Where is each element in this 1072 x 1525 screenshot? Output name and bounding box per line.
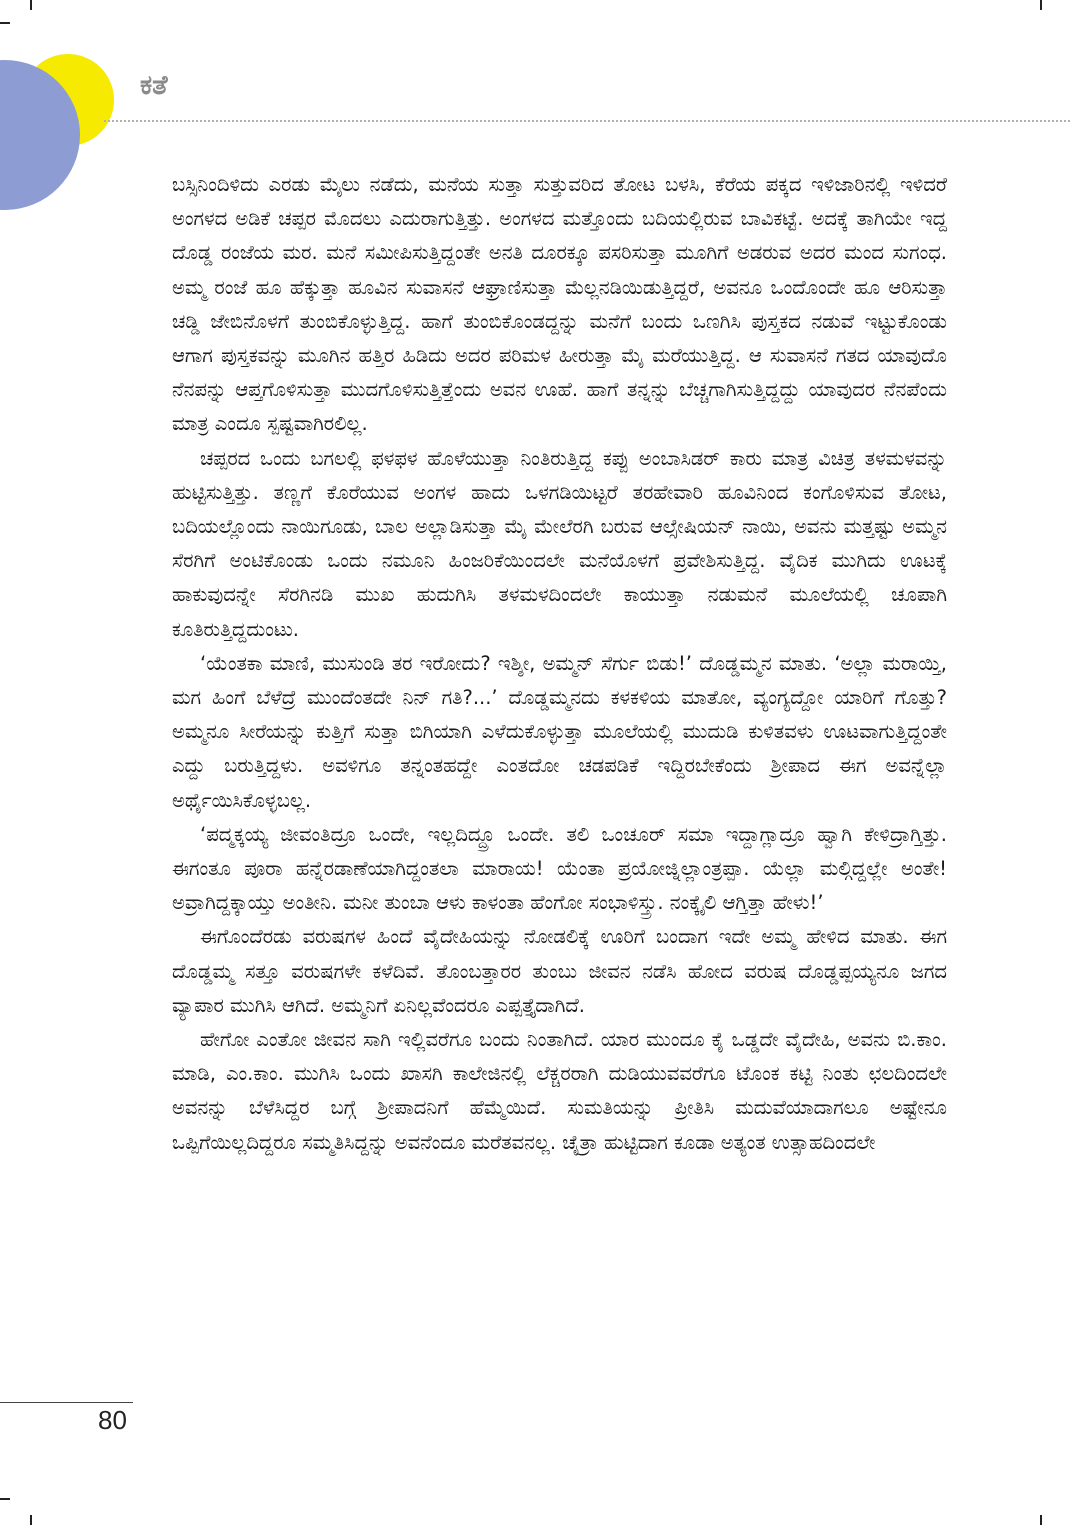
paragraph: ಈಗೊಂದೆರಡು ವರುಷಗಳ ಹಿಂದೆ ವೈದೇಹಿಯನ್ನು ನೋಡಲಿಕ್ಕೆ ಊರಿಗೆ ಬಂದಾಗ ಇದೇ ಅಮ್ಮ ಹೇಳಿದ ಮಾತು. ಈಗ ದೊಡ್ಡಮ್ಮ ಸತ್ತೂ ವರುಷಗಳೇ ಕಳೆದಿವೆ. ತೊಂಬತ್ತಾರರ ತುಂಬು ಜೀವನ ನಡೆಸಿ ಹೋದ ವರುಷ ದೊಡ್ಡಪ್ಪಯ್ಯನೂ ಜಗದ ವ್ಯಾಪಾರ ಮುಗಿಸಿ ಆಗಿದೆ. ಅಮ್ಮನಿಗೆ ಏನಿಲ್ಲವೆಂದರೂ ಎಪ್ಪತ್ತೈದಾಗಿದೆ. <box>172 925 947 1017</box>
crop-mark-top-tick-right <box>1040 0 1042 10</box>
paragraph: ಹೇಗೋ ಎಂತೋ ಜೀವನ ಸಾಗಿ ಇಲ್ಲಿವರೆಗೂ ಬಂದು ನಿಂತಾಗಿದೆ. ಯಾರ ಮುಂದೂ ಕೈ ಒಡ್ಡದೇ ವೈದೇಹಿ, ಅವನು ಬಿ.ಕಾಂ. ಮಾಡಿ, ಎಂ.ಕಾಂ. ಮುಗಿಸಿ ಒಂದು ಖಾಸಗಿ ಕಾಲೇಜಿನಲ್ಲಿ ಲೆಕ್ಚರರಾಗಿ ದುಡಿಯುವವರೆಗೂ ಟೊಂಕ ಕಟ್ಟಿ ನಿಂತು ಛಲದಿಂದಲೇ ಅವನನ್ನು ಬೆಳೆಸಿದ್ದರ ಬಗ್ಗೆ ಶ್ರೀಪಾದನಿಗೆ ಹೆಮ್ಮೆಯಿದೆ. ಸುಮತಿಯನ್ನು ಪ್ರೀತಿಸಿ ಮದುವೆಯಾದಾಗಲೂ ಅಷ್ಟೇನೂ ಒಪ್ಪಿಗೆಯಿಲ್ಲದಿದ್ದರೂ ಸಮ್ಮತಿಸಿದ್ದನ್ನು ಅವನೆಂದೂ ಮರೆತವನಲ್ಲ. ಚೈತ್ರಾ ಹುಟ್ಟಿದಾಗ ಕೂಡಾ ಅತ್ಯಂತ ಉತ್ಸಾಹದಿಂದಲೇ <box>172 1028 947 1154</box>
crop-mark-bottom-tick-left <box>30 1515 32 1525</box>
footer-rule <box>0 1402 133 1403</box>
crop-mark-bottom-left <box>0 1498 10 1500</box>
paragraph: ‘ಯೆಂತಕಾ ಮಾಣಿ, ಮುಸುಂಡಿ ತರ ಇರೋದು? ಇಶ್ಶೀ, ಅಮ್ಮನ್ ಸೆರ್ಗು ಬಿಡು!’ ದೊಡ್ಡಮ್ಮನ ಮಾತು. ‘ಅಲ್ಲಾ ಮರಾಯ್ತಿ, ಮಗ ಹಿಂಗೆ ಬೆಳೆದ್ರೆ ಮುಂದೆಂತದೇ ನಿನ್ ಗತಿ?...’ ದೊಡ್ಡಮ್ಮನದು ಕಳಕಳಿಯ ಮಾತೋ, ವ್ಯಂಗ್ಯದ್ದೋ ಯಾರಿಗೆ ಗೊತ್ತು? ಅಮ್ಮನೂ ಸೀರೆಯನ್ನು ಕುತ್ತಿಗೆ ಸುತ್ತಾ ಬಿಗಿಯಾಗಿ ಎಳೆದುಕೊಳ್ಳುತ್ತಾ ಮೂಲೆಯಲ್ಲಿ ಮುದುಡಿ ಕುಳಿತವಳು ಊಟವಾಗುತ್ತಿದ್ದಂತೇ ಎದ್ದು ಬರುತ್ತಿದ್ದಳು. ಅವಳಿಗೂ ತನ್ನಂತಹದ್ದೇ ಎಂತದೋ ಚಡಪಡಿಕೆ ಇದ್ದಿರಬೇಕೆಂದು ಶ್ರೀಪಾದ ಈಗ ಅವನ್ನೆಲ್ಲಾ ಅರ್ಥೈಯಿಸಿಕೊಳ್ಳಬಲ್ಲ. <box>172 651 947 812</box>
section-title: ಕತೆ <box>140 70 168 101</box>
crop-mark-bottom-tick-right <box>1040 1515 1042 1525</box>
paragraph: ಚಪ್ಪರದ ಒಂದು ಬಗಲಲ್ಲಿ ಫಳಫಳ ಹೊಳೆಯುತ್ತಾ ನಿಂತಿರುತ್ತಿದ್ದ ಕಪ್ಪು ಅಂಬಾಸಿಡರ್ ಕಾರು ಮಾತ್ರ ವಿಚಿತ್ರ ತಳಮಳವನ್ನು ಹುಟ್ಟಿಸುತ್ತಿತ್ತು. ತಣ್ಣಗೆ ಕೊರೆಯುವ ಅಂಗಳ ಹಾದು ಒಳಗಡಿಯಿಟ್ಟರೆ ತರಹೇವಾರಿ ಹೂವಿನಿಂದ ಕಂಗೊಳಿಸುವ ತೋಟ, ಬದಿಯಲ್ಲೊಂದು ನಾಯಿಗೂಡು, ಬಾಲ ಅಲ್ಲಾಡಿಸುತ್ತಾ ಮೈ ಮೇಲೆರಗಿ ಬರುವ ಆಲ್ಸೇಷಿಯನ್ ನಾಯಿ, ಅವನು ಮತ್ತಷ್ಟು ಅಮ್ಮನ ಸೆರಗಿಗೆ ಅಂಟಿಕೊಂಡು ಒಂದು ನಮೂನಿ ಹಿಂಜರಿಕೆಯಿಂದಲೇ ಮನೆಯೊಳಗೆ ಪ್ರವೇಶಿಸುತ್ತಿದ್ದ. ವೈದಿಕ ಮುಗಿದು ಊಟಕ್ಕೆ ಹಾಕುವುದನ್ನೇ ಸೆರಗಿನಡಿ ಮುಖ ಹುದುಗಿಸಿ ತಳಮಳದಿಂದಲೇ ಕಾಯುತ್ತಾ ನಡುಮನೆ ಮೂಲೆಯಲ್ಲಿ ಚೂಪಾಗಿ ಕೂತಿರುತ್ತಿದ್ದದುಂಟು. <box>172 446 947 641</box>
page-number: 80 <box>98 1405 127 1435</box>
paragraph: ‘ಪದ್ಮಕ್ಕಯ್ಯ ಜೀವಂತಿದ್ರೂ ಒಂದೇ, ಇಲ್ಲದಿದ್ದ್ರೂ ಒಂದೇ. ತಲಿ ಒಂಚೂರ್ ಸಮಾ ಇದ್ದಾಗ್ಲಾದ್ರೂ ಹ್ವಾಗಿ ಕೇಳಿದ್ರಾಗ್ತಿತ್ತು. ಈಗಂತೂ ಪೂರಾ ಹನ್ನೆರಡಾಣೆಯಾಗಿದ್ದಂತಲಾ ಮಾರಾಯ! ಯೆಂತಾ ಪ್ರಯೋಜ್ನಿಲ್ಲಾಂತ್ರಪ್ಪಾ. ಯೆಲ್ಲಾ ಮಲ್ಗಿದ್ದಲ್ಲೇ ಅಂತೇ! ಅವ್ರಾಗಿದ್ದಕ್ಕಾಯ್ತು ಅಂತೀನಿ. ಮನೀ ತುಂಬಾ ಆಳು ಕಾಳಂತಾ ಹೆಂಗೋ ಸಂಭಾಳಿಸ್ತ್ರು. ನಂಕ್ಕೈಲಿ ಆಗ್ತಿತ್ತಾ ಹೇಳು!’ <box>172 822 947 915</box>
crop-mark-top-left <box>0 22 10 24</box>
crop-mark-top-tick-left <box>30 0 32 10</box>
dotted-divider <box>104 120 1070 122</box>
paragraph: ಬಸ್ಸಿನಿಂದಿಳಿದು ಎರಡು ಮೈಲು ನಡೆದು, ಮನೆಯ ಸುತ್ತಾ ಸುತ್ತುವರಿದ ತೋಟ ಬಳಸಿ, ಕೆರೆಯ ಪಕ್ಕದ ಇಳಿಜಾರಿನಲ್ಲಿ ಇಳಿದರೆ ಅಂಗಳದ ಅಡಿಕೆ ಚಪ್ಪರ ಮೊದಲು ಎದುರಾಗುತ್ತಿತ್ತು. ಅಂಗಳದ ಮತ್ತೊಂದು ಬದಿಯಲ್ಲಿರುವ ಬಾವಿಕಟ್ಟೆ. ಅದಕ್ಕೆ ತಾಗಿಯೇ ಇದ್ದ ದೊಡ್ಡ ರಂಜೆಯ ಮರ. ಮನೆ ಸಮೀಪಿಸುತ್ತಿದ್ದಂತೇ ಅನತಿ ದೂರಕ್ಕೂ ಪಸರಿಸುತ್ತಾ ಮೂಗಿಗೆ ಅಡರುವ ಅದರ ಮಂದ ಸುಗಂಧ. ಅಮ್ಮ ರಂಜೆ ಹೂ ಹೆಕ್ಕುತ್ತಾ ಹೂವಿನ ಸುವಾಸನೆ ಆಘ್ರಾಣಿಸುತ್ತಾ ಮೆಲ್ಲನಡಿಯಿಡುತ್ತಿದ್ದರೆ, ಅವನೂ ಒಂದೊಂದೇ ಹೂ ಆರಿಸುತ್ತಾ ಚಡ್ಡಿ ಜೇಬಿನೊಳಗೆ ತುಂಬಿಕೊಳ್ಳುತ್ತಿದ್ದ. ಹಾಗೆ ತುಂಬಿಕೊಂಡದ್ದನ್ನು ಮನೆಗೆ ಬಂದು ಒಣಗಿಸಿ ಪುಸ್ತಕದ ನಡುವೆ ಇಟ್ಟುಕೊಂಡು ಆಗಾಗ ಪುಸ್ತಕವನ್ನು ಮೂಗಿನ ಹತ್ತಿರ ಹಿಡಿದು ಅದರ ಪರಿಮಳ ಹೀರುತ್ತಾ ಮೈ ಮರೆಯುತ್ತಿದ್ದ. ಆ ಸುವಾಸನೆ ಗತದ ಯಾವುದೊ ನೆನಪನ್ನು ಆಪ್ತಗೊಳಿಸುತ್ತಾ ಮುದಗೊಳಿಸುತ್ತಿತ್ತೆಂದು ಅವನ ಊಹೆ. ಹಾಗೆ ತನ್ನನ್ನು ಬೆಚ್ಚಗಾಗಿಸುತ್ತಿದ್ದದ್ದು ಯಾವುದರ ನೆನಪೆಂದು ಮಾತ್ರ ಎಂದೂ ಸ್ಪಷ್ಟವಾಗಿರಲಿಲ್ಲ. <box>172 173 947 436</box>
article-body <box>172 168 947 1160</box>
